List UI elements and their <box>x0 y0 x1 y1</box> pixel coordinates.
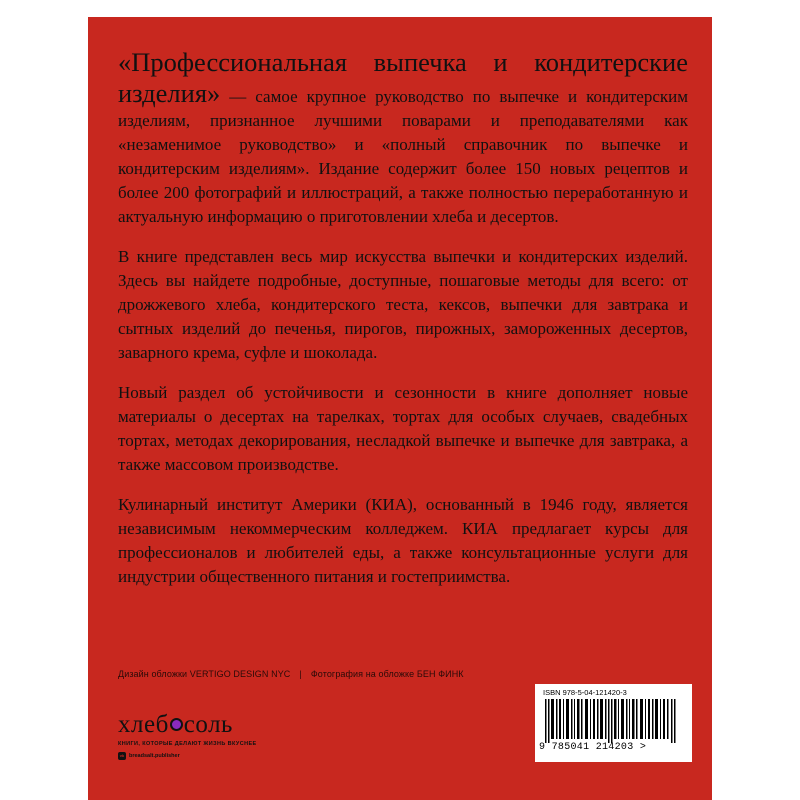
cover-credits <box>118 669 464 679</box>
book-title-lead: «Профессиональная выпечка и кондитерские изделия» <box>118 47 688 108</box>
publisher-social <box>118 752 278 760</box>
paragraph-1 <box>118 47 688 229</box>
credit-separator: | <box>299 669 302 679</box>
vk-icon: vk <box>119 753 125 758</box>
publisher-tagline: КНИГИ, КОТОРЫЕ ДЕЛАЮТ ЖИЗНЬ ВКУСНЕЕ <box>118 741 257 747</box>
barcode-icon <box>545 699 677 743</box>
logo-word-left: хлеб <box>118 711 169 738</box>
description-text <box>118 47 688 589</box>
paragraph-1-body: — самое крупное руководство по выпечке и кондитерским изделиям, признанное лучшими поварами и преподавателями как «незаменимое руководство» и «полный справочник по выпечке и кондитерским изделиям». Издание содержит более 150 новых рецептов и более 200 фотографий и иллюстраций, а также полностью переработанную и актуальную информацию о приготовлении хлеба и десертов. <box>118 87 688 226</box>
photo-credit: Фотография на обложке БЕН ФИНК <box>310 669 464 679</box>
design-credit: Дизайн обложки VERTIGO DESIGN NYC <box>118 669 291 679</box>
isbn-barcode-box <box>535 684 692 762</box>
barcode-digits: 9 785041 214203 > <box>539 742 647 753</box>
paragraph-3: Новый раздел об устойчивости и сезонности в книге дополняет новые материалы о десертах на тарелках, тортах для особых случаев, свадебных тортах, методах декорирования, несладкой выпечке и выпечке для завтрака, а также массовом производстве. <box>118 383 688 474</box>
logo-dot-icon <box>170 718 183 731</box>
paragraph-2: В книге представлен весь мир искусства выпечки и кондитерских изделий. Здесь вы найдете подробные, доступные, пошаговые методы для всего: от дрожжевого хлеба, кондитерского теста, кексов, выпечки для завтрака и сытных изделий до печенья, пирогов, пирожных, замороженных десертов, заварного крема, суфле и шоколада. <box>118 247 688 362</box>
logo-wordmark <box>118 710 278 740</box>
logo-word-right: соль <box>183 711 233 738</box>
isbn-label: ISBN 978-5-04-121420-3 <box>543 688 627 697</box>
publisher-logo <box>118 710 278 770</box>
social-handle: breadsalt.publisher <box>129 753 180 759</box>
back-cover <box>88 17 712 800</box>
paragraph-4: Кулинарный институт Америки (КИА), основанный в 1946 году, является независимым некоммерческим колледжем. КИА предлагает курсы для профессионалов и любителей еды, а также консультационные услуги для индустрии общественного питания и гостеприимства. <box>118 495 688 586</box>
